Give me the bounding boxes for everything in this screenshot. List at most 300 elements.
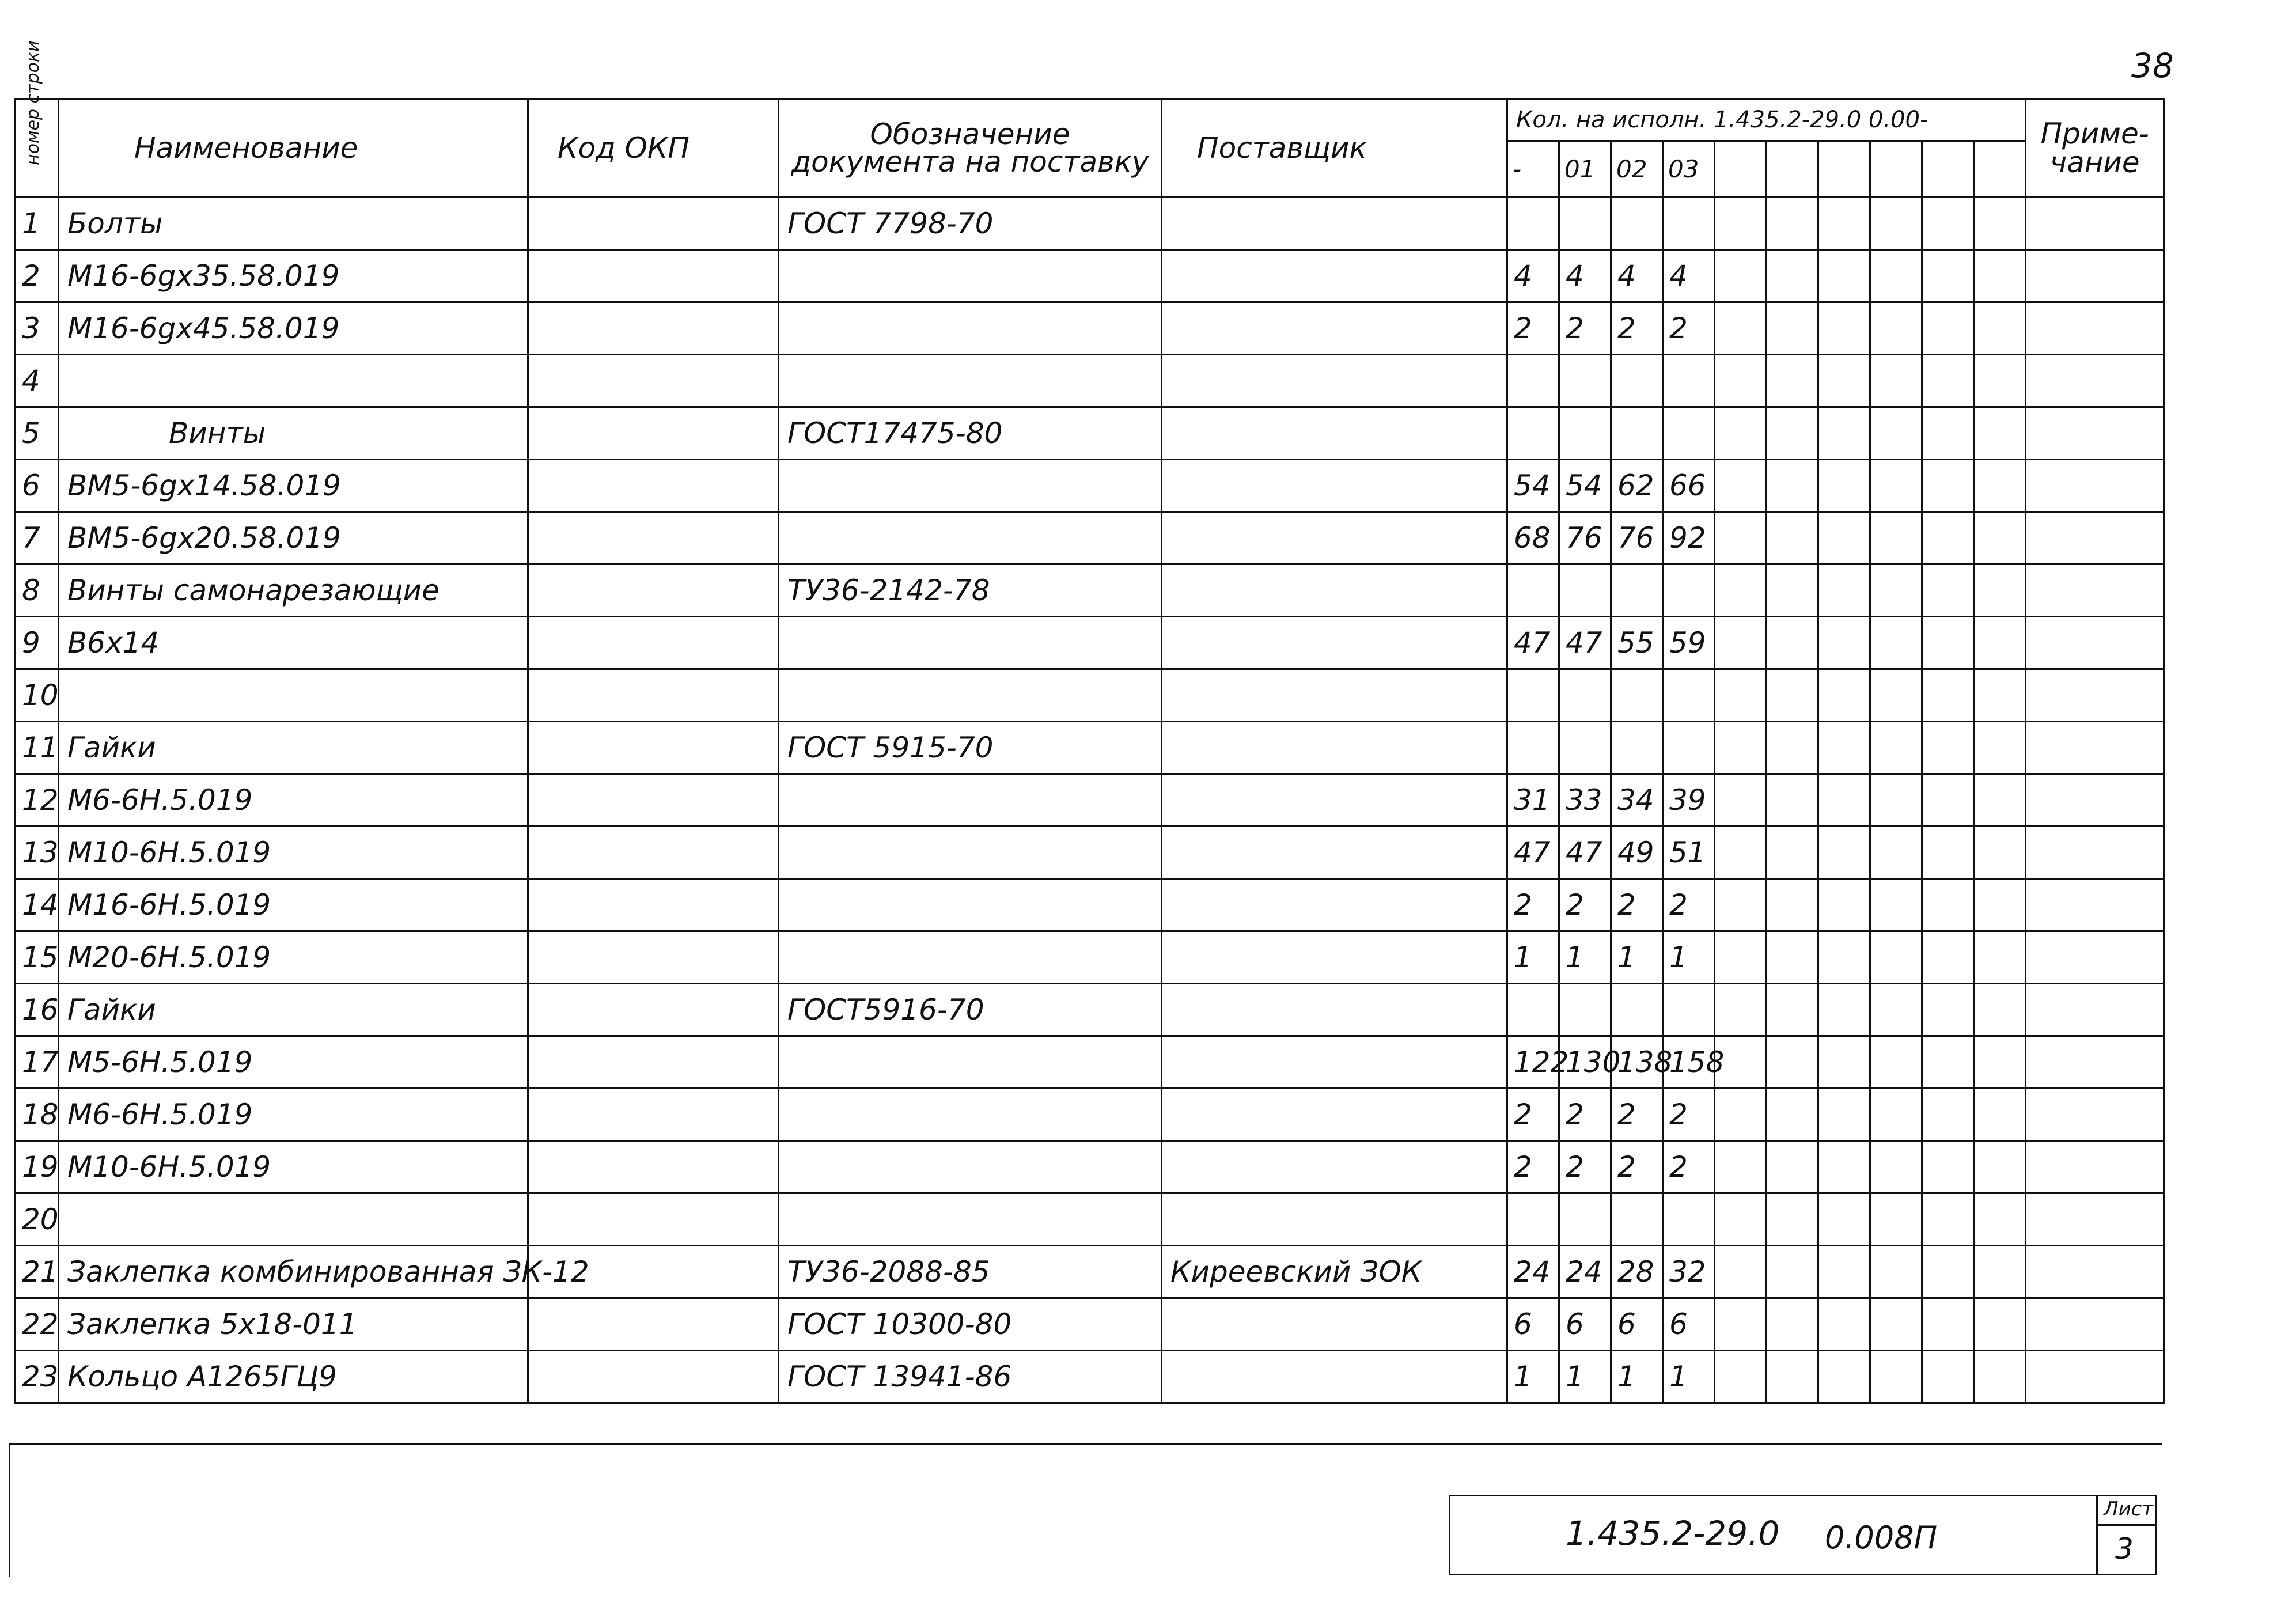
document-cell: [779, 879, 1162, 931]
quantity-cell: 47: [1507, 617, 1559, 669]
quantity-cell: [1870, 879, 1922, 931]
note-cell: [2026, 1351, 2164, 1403]
quantity-cell: [1870, 722, 1922, 774]
table-row: [16, 1193, 2164, 1246]
row-number-cell: 2: [16, 250, 59, 302]
quantity-cell: [1818, 1351, 1870, 1403]
quantity-cell: [1870, 669, 1922, 722]
quantity-cell: [1715, 1089, 1767, 1141]
document-cell: [779, 827, 1162, 879]
document-cell: ГОСТ 13941-86: [779, 1351, 1162, 1403]
quantity-cell: [1663, 722, 1715, 774]
quantity-cell: [1974, 512, 2026, 564]
document-cell: [779, 1036, 1162, 1089]
quantity-cell: [1715, 722, 1767, 774]
header-supplier: Поставщик: [1162, 99, 1507, 198]
note-cell: [2026, 1193, 2164, 1246]
row-number-cell: 20: [16, 1193, 59, 1246]
okp-cell: [528, 564, 779, 617]
quantity-cell: 76: [1559, 512, 1611, 564]
okp-cell: [528, 669, 779, 722]
okp-cell: [528, 1298, 779, 1351]
quantity-cell: [1767, 355, 1818, 407]
row-number-cell: 8: [16, 564, 59, 617]
supplier-cell: [1162, 617, 1507, 669]
table-row: [16, 1298, 2164, 1351]
quantity-cell: 2: [1559, 302, 1611, 355]
header-row-number: номер строки: [16, 99, 59, 198]
quantity-cell: [1715, 250, 1767, 302]
quantity-cell: [1767, 1036, 1818, 1089]
quantity-cell: [1922, 1246, 1974, 1298]
row-number-cell: 14: [16, 879, 59, 931]
table-row: [16, 564, 2164, 617]
quantity-cell: [1974, 564, 2026, 617]
row-number-cell: 16: [16, 984, 59, 1036]
quantity-cell: 6: [1611, 1298, 1663, 1351]
quantity-cell: [1663, 407, 1715, 460]
okp-cell: [528, 879, 779, 931]
quantity-cell: [1818, 302, 1870, 355]
quantity-cell: [1663, 564, 1715, 617]
quantity-cell: [1818, 1089, 1870, 1141]
quantity-cell: 4: [1559, 250, 1611, 302]
quantity-cell: 2: [1663, 879, 1715, 931]
row-number-cell: 1: [16, 198, 59, 250]
quantity-cell: [1715, 198, 1767, 250]
quantity-cell: 33: [1559, 774, 1611, 827]
name-cell: Заклепка 5х18-011: [59, 1298, 528, 1351]
document-cell: ГОСТ 7798-70: [779, 198, 1162, 250]
quantity-cell: [1974, 1298, 2026, 1351]
quantity-cell: 2: [1611, 879, 1663, 931]
document-cell: [779, 460, 1162, 512]
quantity-cell: [1922, 355, 1974, 407]
table-row: [16, 774, 2164, 827]
quantity-cell: [1611, 984, 1663, 1036]
note-cell: [2026, 407, 2164, 460]
quantity-cell: [1922, 1351, 1974, 1403]
okp-cell: [528, 984, 779, 1036]
note-cell: [2026, 1036, 2164, 1089]
quantity-cell: [1974, 669, 2026, 722]
quantity-cell: 2: [1559, 879, 1611, 931]
header-qty-col: [1715, 141, 1767, 198]
note-cell: [2026, 355, 2164, 407]
quantity-cell: [1715, 1193, 1767, 1246]
quantity-cell: [1922, 827, 1974, 879]
supplier-cell: [1162, 1298, 1507, 1351]
okp-cell: [528, 931, 779, 984]
okp-cell: [528, 827, 779, 879]
quantity-cell: [1922, 1036, 1974, 1089]
quantity-cell: [1922, 722, 1974, 774]
quantity-cell: 54: [1559, 460, 1611, 512]
quantity-cell: [1507, 984, 1559, 1036]
quantity-cell: 92: [1663, 512, 1715, 564]
supplier-cell: [1162, 512, 1507, 564]
quantity-cell: [1559, 1193, 1611, 1246]
note-cell: [2026, 460, 2164, 512]
quantity-cell: [1870, 302, 1922, 355]
quantity-cell: [1818, 460, 1870, 512]
quantity-cell: 6: [1559, 1298, 1611, 1351]
row-number-cell: 11: [16, 722, 59, 774]
name-cell: Заклепка комбинированная ЗК-12: [59, 1246, 528, 1298]
quantity-cell: [1715, 827, 1767, 879]
header-qty-col: [1974, 141, 2026, 198]
quantity-cell: [1559, 722, 1611, 774]
quantity-cell: [1611, 355, 1663, 407]
note-cell: [2026, 1298, 2164, 1351]
okp-cell: [528, 1141, 779, 1193]
document-cell: ГОСТ5916-70: [779, 984, 1162, 1036]
quantity-cell: [1663, 1193, 1715, 1246]
note-cell: [2026, 512, 2164, 564]
quantity-cell: 34: [1611, 774, 1663, 827]
quantity-cell: [1767, 564, 1818, 617]
supplier-cell: [1162, 1036, 1507, 1089]
name-cell: [59, 669, 528, 722]
quantity-cell: 24: [1559, 1246, 1611, 1298]
table-row: [16, 669, 2164, 722]
quantity-cell: [1974, 355, 2026, 407]
quantity-cell: [1974, 302, 2026, 355]
name-cell: [59, 355, 528, 407]
table-row: [16, 1141, 2164, 1193]
document-cell: [779, 250, 1162, 302]
quantity-cell: [1767, 250, 1818, 302]
table-row: [16, 250, 2164, 302]
note-cell: [2026, 774, 2164, 827]
document-cell: [779, 355, 1162, 407]
table-row: [16, 1246, 2164, 1298]
quantity-cell: [1974, 931, 2026, 984]
quantity-cell: 51: [1663, 827, 1715, 879]
quantity-cell: [1767, 302, 1818, 355]
quantity-cell: [1507, 407, 1559, 460]
name-cell: Винты самонарезающие: [59, 564, 528, 617]
quantity-cell: [1818, 722, 1870, 774]
supplier-cell: [1162, 669, 1507, 722]
supplier-cell: [1162, 460, 1507, 512]
row-number-cell: 7: [16, 512, 59, 564]
quantity-cell: [1922, 512, 1974, 564]
quantity-cell: [1663, 669, 1715, 722]
quantity-cell: [1818, 1141, 1870, 1193]
quantity-cell: [1974, 827, 2026, 879]
name-cell: М16-6gх45.58.019: [59, 302, 528, 355]
supplier-cell: [1162, 407, 1507, 460]
name-cell: М10-6Н.5.019: [59, 827, 528, 879]
header-note: Приме-чание: [2026, 99, 2164, 198]
quantity-cell: 2: [1507, 302, 1559, 355]
supplier-cell: [1162, 931, 1507, 984]
quantity-cell: 1: [1507, 1351, 1559, 1403]
document-cell: ГОСТ 10300-80: [779, 1298, 1162, 1351]
quantity-cell: [1974, 1036, 2026, 1089]
quantity-cell: [1507, 355, 1559, 407]
quantity-cell: [1559, 669, 1611, 722]
quantity-cell: 55: [1611, 617, 1663, 669]
header-qty-col: [1922, 141, 1974, 198]
quantity-cell: 47: [1559, 827, 1611, 879]
note-cell: [2026, 198, 2164, 250]
quantity-cell: [1767, 827, 1818, 879]
quantity-cell: 2: [1663, 1141, 1715, 1193]
table-row: [16, 617, 2164, 669]
name-cell: Кольцо А1265ГЦ9: [59, 1351, 528, 1403]
quantity-cell: [1767, 722, 1818, 774]
quantity-cell: [1663, 984, 1715, 1036]
quantity-cell: [1611, 198, 1663, 250]
quantity-cell: [1974, 1351, 2026, 1403]
quantity-cell: [1922, 198, 1974, 250]
quantity-cell: [1870, 1298, 1922, 1351]
quantity-cell: [1715, 617, 1767, 669]
document-cell: [779, 1141, 1162, 1193]
table-row: [16, 827, 2164, 879]
quantity-cell: [1767, 1089, 1818, 1141]
document-cell: [779, 302, 1162, 355]
quantity-cell: [1767, 1298, 1818, 1351]
supplier-cell: [1162, 774, 1507, 827]
header-qty-col: 03: [1663, 141, 1715, 198]
row-number-cell: 19: [16, 1141, 59, 1193]
quantity-cell: [1767, 460, 1818, 512]
table-row: [16, 512, 2164, 564]
row-number-cell: 15: [16, 931, 59, 984]
table-row: [16, 879, 2164, 931]
quantity-cell: [1767, 1351, 1818, 1403]
supplier-cell: Киреевский ЗОК: [1162, 1246, 1507, 1298]
note-cell: [2026, 564, 2164, 617]
supplier-cell: [1162, 1141, 1507, 1193]
quantity-cell: 24: [1507, 1246, 1559, 1298]
quantity-cell: [1818, 617, 1870, 669]
quantity-cell: [1870, 774, 1922, 827]
name-cell: Винты: [59, 407, 528, 460]
table-row: [16, 931, 2164, 984]
quantity-cell: 1: [1663, 1351, 1715, 1403]
note-cell: [2026, 984, 2164, 1036]
quantity-cell: [1715, 302, 1767, 355]
quantity-cell: [1922, 669, 1974, 722]
name-cell: М6-6Н.5.019: [59, 774, 528, 827]
quantity-cell: [1767, 407, 1818, 460]
quantity-cell: 1: [1559, 1351, 1611, 1403]
quantity-cell: [1507, 198, 1559, 250]
quantity-cell: [1818, 669, 1870, 722]
quantity-cell: [1974, 198, 2026, 250]
quantity-cell: [1974, 1089, 2026, 1141]
name-cell: ВМ5-6gх20.58.019: [59, 512, 528, 564]
page-number: 38: [2131, 46, 2174, 85]
quantity-cell: [1870, 1036, 1922, 1089]
okp-cell: [528, 407, 779, 460]
quantity-cell: 6: [1507, 1298, 1559, 1351]
table-row: [16, 984, 2164, 1036]
document-cell: ГОСТ 5915-70: [779, 722, 1162, 774]
quantity-cell: [1922, 1193, 1974, 1246]
quantity-cell: [1818, 407, 1870, 460]
row-number-cell: 6: [16, 460, 59, 512]
quantity-cell: [1611, 407, 1663, 460]
table-row: [16, 460, 2164, 512]
okp-cell: [528, 198, 779, 250]
document-cell: [779, 669, 1162, 722]
quantity-cell: 54: [1507, 460, 1559, 512]
okp-cell: [528, 250, 779, 302]
table-row: [16, 1036, 2164, 1089]
quantity-cell: 6: [1663, 1298, 1715, 1351]
quantity-cell: [1767, 1141, 1818, 1193]
quantity-cell: 66: [1663, 460, 1715, 512]
quantity-cell: 4: [1611, 250, 1663, 302]
okp-cell: [528, 355, 779, 407]
quantity-cell: [1715, 1298, 1767, 1351]
sheet-divider: [2098, 1524, 2155, 1526]
quantity-cell: 158: [1663, 1036, 1715, 1089]
okp-cell: [528, 1193, 779, 1246]
quantity-cell: 2: [1663, 302, 1715, 355]
supplier-cell: [1162, 827, 1507, 879]
quantity-cell: [1818, 198, 1870, 250]
quantity-cell: [1870, 827, 1922, 879]
quantity-cell: [1870, 1089, 1922, 1141]
row-number-cell: 21: [16, 1246, 59, 1298]
quantity-cell: [1507, 669, 1559, 722]
quantity-cell: 49: [1611, 827, 1663, 879]
quantity-cell: 39: [1663, 774, 1715, 827]
quantity-cell: [1870, 1351, 1922, 1403]
quantity-cell: 2: [1663, 1089, 1715, 1141]
row-number-cell: 9: [16, 617, 59, 669]
name-cell: М16-6gх35.58.019: [59, 250, 528, 302]
quantity-cell: [1767, 198, 1818, 250]
quantity-cell: [1715, 1246, 1767, 1298]
document-cell: [779, 1089, 1162, 1141]
okp-cell: [528, 512, 779, 564]
name-cell: Гайки: [59, 722, 528, 774]
specification-table: [14, 40, 2165, 1404]
quantity-cell: 76: [1611, 512, 1663, 564]
quantity-cell: [1870, 460, 1922, 512]
quantity-cell: [1715, 984, 1767, 1036]
quantity-cell: 2: [1559, 1141, 1611, 1193]
quantity-cell: 2: [1611, 1141, 1663, 1193]
header-okp-code: Код ОКП: [528, 99, 779, 198]
quantity-cell: [1818, 1036, 1870, 1089]
document-suffix: 0.008П: [1825, 1520, 1938, 1556]
row-number-cell: 17: [16, 1036, 59, 1089]
quantity-cell: [1611, 564, 1663, 617]
quantity-cell: [1974, 879, 2026, 931]
document-cell: ГОСТ17475-80: [779, 407, 1162, 460]
quantity-cell: [1974, 617, 2026, 669]
quantity-cell: [1974, 722, 2026, 774]
document-cell: [779, 774, 1162, 827]
sheet-box: [2096, 1496, 2155, 1574]
row-number-cell: 12: [16, 774, 59, 827]
header-name: Наименование: [59, 99, 528, 198]
quantity-cell: 1: [1507, 931, 1559, 984]
name-cell: М6-6Н.5.019: [59, 1089, 528, 1141]
row-number-cell: 22: [16, 1298, 59, 1351]
quantity-cell: [1611, 722, 1663, 774]
document-cell: [779, 931, 1162, 984]
table-row: [16, 1089, 2164, 1141]
note-cell: [2026, 1246, 2164, 1298]
okp-cell: [528, 302, 779, 355]
quantity-cell: [1922, 564, 1974, 617]
quantity-cell: [1974, 250, 2026, 302]
quantity-cell: [1507, 722, 1559, 774]
row-number-cell: 5: [16, 407, 59, 460]
quantity-cell: [1818, 984, 1870, 1036]
quantity-cell: [1818, 564, 1870, 617]
title-block: [1449, 1495, 2157, 1575]
header-qty-col: -: [1507, 141, 1559, 198]
quantity-cell: 62: [1611, 460, 1663, 512]
row-number-cell: 13: [16, 827, 59, 879]
quantity-cell: [1715, 1351, 1767, 1403]
quantity-cell: [1870, 198, 1922, 250]
quantity-cell: [1922, 1298, 1974, 1351]
quantity-cell: 1: [1611, 1351, 1663, 1403]
okp-cell: [528, 617, 779, 669]
quantity-cell: [1870, 407, 1922, 460]
quantity-cell: [1818, 355, 1870, 407]
header-qty-col: [1870, 141, 1922, 198]
name-cell: Болты: [59, 198, 528, 250]
note-cell: [2026, 617, 2164, 669]
quantity-cell: [1818, 879, 1870, 931]
quantity-cell: [1818, 1193, 1870, 1246]
document-cell: [779, 1193, 1162, 1246]
supplier-cell: [1162, 198, 1507, 250]
quantity-cell: [1922, 1141, 1974, 1193]
row-number-cell: 10: [16, 669, 59, 722]
quantity-cell: 28: [1611, 1246, 1663, 1298]
name-cell: ВМ5-6gх14.58.019: [59, 460, 528, 512]
quantity-cell: [1870, 1141, 1922, 1193]
quantity-cell: [1715, 355, 1767, 407]
name-cell: М10-6Н.5.019: [59, 1141, 528, 1193]
header-qty-col: 01: [1559, 141, 1611, 198]
quantity-cell: [1974, 984, 2026, 1036]
quantity-cell: [1663, 355, 1715, 407]
document-cell: [779, 512, 1162, 564]
table-row: [16, 407, 2164, 460]
quantity-cell: 1: [1611, 931, 1663, 984]
quantity-cell: 2: [1507, 1141, 1559, 1193]
quantity-cell: [1507, 564, 1559, 617]
quantity-cell: [1870, 617, 1922, 669]
quantity-cell: [1870, 1193, 1922, 1246]
quantity-cell: 47: [1559, 617, 1611, 669]
name-cell: М16-6Н.5.019: [59, 879, 528, 931]
quantity-cell: [1818, 827, 1870, 879]
quantity-cell: [1974, 407, 2026, 460]
quantity-cell: [1767, 1246, 1818, 1298]
quantity-cell: 47: [1507, 827, 1559, 879]
header-qty-col: 02: [1611, 141, 1663, 198]
quantity-cell: [1715, 669, 1767, 722]
quantity-cell: [1767, 669, 1818, 722]
table-row: [16, 302, 2164, 355]
quantity-cell: [1974, 460, 2026, 512]
